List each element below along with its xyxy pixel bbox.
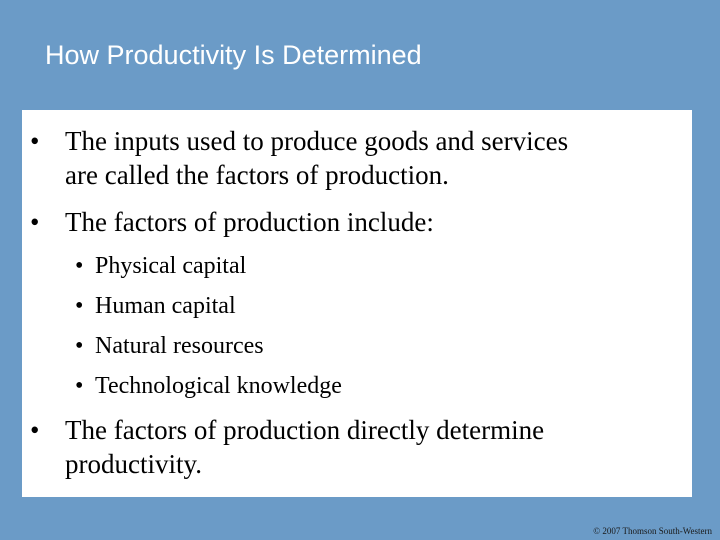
bullet-text (65, 413, 544, 481)
sub-bullet-text: Human capital (95, 293, 236, 319)
sub-bullet-dot: • (75, 373, 84, 399)
bullet-text (65, 205, 434, 239)
bullet-dot: • (30, 415, 40, 445)
bullet-line: The factors of production include: (65, 207, 434, 237)
bullet-text (65, 124, 568, 192)
bullet-line: productivity. (65, 449, 202, 479)
sub-bullet-dot: • (75, 333, 84, 359)
sub-bullet-text: Physical capital (95, 253, 247, 279)
bullet-dot: • (30, 126, 40, 156)
sub-bullet-dot: • (75, 293, 84, 319)
content-panel (22, 110, 692, 497)
sub-bullet-dot: • (75, 253, 84, 279)
bullet-dot: • (30, 207, 40, 237)
bullet-line: The factors of production directly determine (65, 415, 545, 445)
sub-bullet-text: Natural resources (95, 333, 264, 359)
copyright-notice: © 2007 Thomson South-Western (593, 526, 712, 536)
slide-title: How Productivity Is Determined (45, 40, 422, 70)
bullet-line: The inputs used to produce goods and services (65, 126, 569, 156)
bullet-line: are called the factors of production. (65, 160, 449, 190)
sub-bullet-text: Technological knowledge (95, 373, 342, 399)
